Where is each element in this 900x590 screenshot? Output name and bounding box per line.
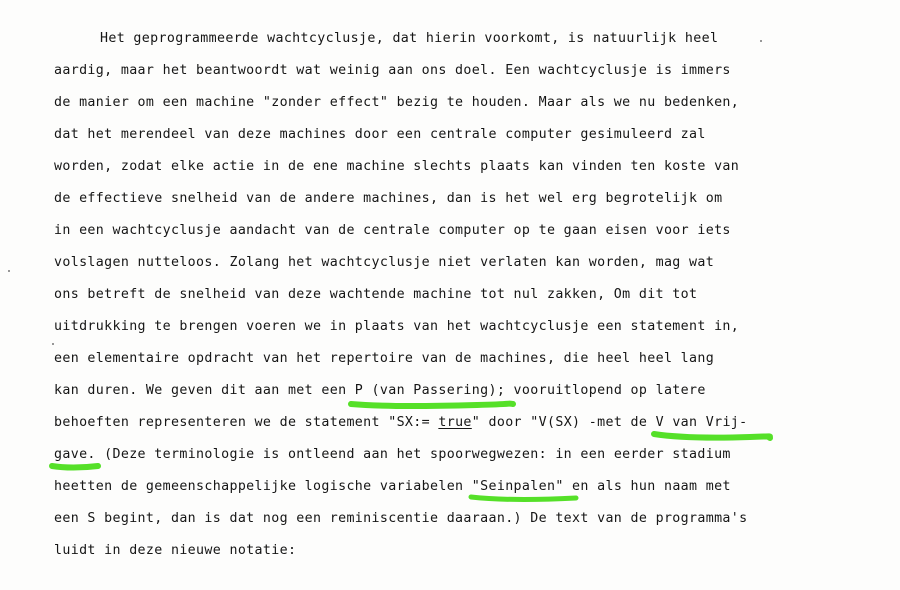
text-line-13 <box>54 414 748 432</box>
text-line-1: Het geprogrammeerde wachtcyclusje, dat hierin voorkomt, is natuurlijk heel <box>100 31 719 46</box>
text-line-12 <box>54 382 706 400</box>
text-line-15 <box>54 478 731 496</box>
text-line-14 <box>54 446 731 464</box>
text-line-9: ons betreft de snelheid van deze wachtende machine tot nul zakken, Om dit tot <box>54 287 698 302</box>
highlight-gave-text: gave. <box>54 447 96 462</box>
scan-speck <box>52 343 54 345</box>
text-line-12-end: ; vooruitlopend op latere <box>496 383 706 398</box>
scan-speck <box>760 40 762 42</box>
text-line-2: aardig, maar het beantwoordt wat weinig aan ons doel. Een wachtcyclusje is immers <box>54 63 731 78</box>
highlight-gave <box>54 446 96 464</box>
highlight-seinpalen-text: "Seinpalen" <box>471 479 564 494</box>
text-line-14-end: (Deze terminologie is ontleend aan het spoorwegwezen: in een eerder stadium <box>95 447 731 462</box>
text-line-6: de effectieve snelheid van de andere machines, dan is het wel erg begrotelijk om <box>54 191 723 206</box>
text-line-3: de manier om een machine "zonder effect" bezig te houden. Maar als we nu bedenken, <box>54 95 740 110</box>
green-highlight-stroke <box>347 398 517 410</box>
text-line-8: volslagen nutteloos. Zolang het wachtcyclusje niet verlaten kan worden, mag wat <box>54 255 715 270</box>
underlined-true: true <box>438 415 472 430</box>
text-line-7: in een wachtcyclusje aandacht van de centrale computer op te gaan eisen voor iets <box>54 223 731 238</box>
text-line-13-middle: " door "V(SX) -met de <box>471 415 656 430</box>
highlight-v-van-vrijgave <box>656 414 748 432</box>
text-line-12-start: kan duren. We geven dit aan met een <box>54 383 355 398</box>
highlight-p-van-passering <box>355 382 497 400</box>
text-line-5: worden, zodat elke actie in de ene machine slechts plaats kan vinden ten koste van <box>54 159 740 174</box>
text-line-17: luidt in deze nieuwe notatie: <box>54 543 297 558</box>
highlight-v-van-vrijgave-text: V van Vrij- <box>655 415 748 430</box>
text-line-10: uitdrukking te brengen voeren we in plaats van het wachtcyclusje een statement in, <box>54 319 740 334</box>
text-line-4: dat het merendeel van deze machines door een centrale computer gesimuleerd zal <box>54 127 706 142</box>
scan-speck <box>8 270 10 272</box>
text-line-15-start: heetten de gemeenschappelijke logische variabelen <box>54 479 472 494</box>
highlight-p-van-passering-text: P (van Passering) <box>354 383 497 398</box>
text-line-11: een elementaire opdracht van het repertoire van de machines, die heel heel lang <box>54 351 715 366</box>
text-line-16: een S begint, dan is dat nog een reminiscentie daaraan.) De text van de programma's <box>54 511 748 526</box>
text-line-13-start: behoeften representeren we de statement "SX:= <box>54 415 439 430</box>
text-line-15-end: en als hun naam met <box>563 479 731 494</box>
highlight-seinpalen <box>472 478 564 496</box>
green-highlight-stroke <box>650 428 774 442</box>
